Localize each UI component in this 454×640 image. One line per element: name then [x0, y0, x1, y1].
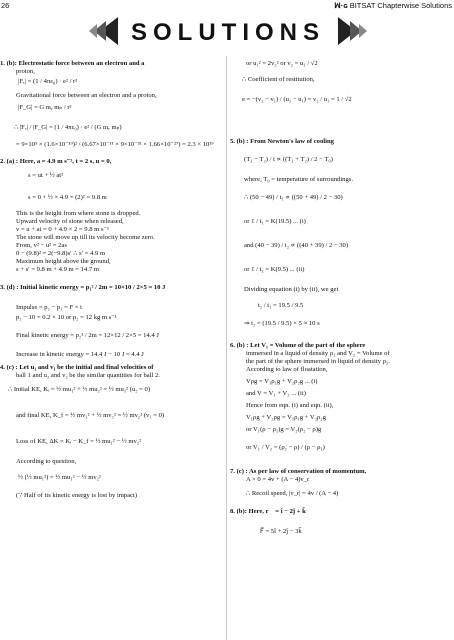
solution-line: Dividing equation (i) by (ii), we get — [244, 286, 339, 293]
solution-line: Hence from eqn. (i) and eqn. (ii), — [246, 402, 334, 409]
solution-line: or u₁² = 2v₂² or v₂ = u₁ / √2 — [246, 60, 318, 67]
solution-line: Impulse = p₂ − p₁ = F × t — [16, 304, 82, 311]
solution-line: ∴ Initial KE, Kᵢ = ½ mu₁² + ½ mu₂² = ½ mu₁² (u₂ = 0) — [8, 386, 151, 393]
left-arrow-3 — [89, 24, 97, 38]
solution-line: F⃗ = 5î + 2ĵ − 3k̂ — [260, 528, 302, 535]
solution-line: t₂ / t₁ = 19.5 / 9.5 — [258, 302, 304, 309]
solution-line: Gravitational force between an electron and a proton, — [16, 92, 157, 99]
solution-line: ⇒ t₂ = (19.5 / 9.5) × 5 ≈ 10 s — [244, 320, 320, 327]
solution-line: According to law of floatation, — [246, 366, 328, 373]
solution-line: 4. (c) : Let u₁ and v₁ be the initial and final velocities of — [0, 364, 154, 371]
solution-line: ball 1 and u₂ and v₂ be the similar quantities for ball 2. — [16, 372, 160, 379]
solution-line: the part of the sphere immersed in liquid of density ρ₂. — [246, 358, 390, 365]
solution-line: or V₁(ρ − ρ₁)g = V₂(ρ₂ − ρ)g — [246, 426, 322, 433]
solution-line: Final kinetic energy = p₂² / 2m = 12×12 / 2×5 = 14.4 J — [16, 332, 159, 339]
solution-line: 7. (c) : As per law of conservation of momentum, — [230, 468, 367, 475]
solution-line: v = u + at = 0 + 4.9 × 2 = 9.8 m s⁻¹ — [16, 226, 109, 233]
solution-line: = 9×10⁹ × (1.6×10⁻¹⁹)² / (6.67×10⁻¹¹ × 9×10⁻³¹ × 1.66×10⁻²⁷) = 2.3 × 10³⁹ — [16, 141, 214, 148]
running-head — [334, 1, 452, 10]
solution-line: 3. (d) : Initial kinetic energy = p₁² / 2m = 10×10 / 2×5 = 10 J — [0, 284, 166, 291]
solution-line: This is the height from where stone is dropped. — [16, 210, 141, 217]
banner-title: SOLUTIONS — [130, 19, 325, 46]
solutions-banner — [88, 13, 368, 49]
solution-line: Upward velocity of stone when released, — [16, 218, 124, 225]
solution-line: |Fₑ| = (1 / 4πε₀) · e² / r² — [18, 78, 78, 85]
solution-line: 2. (a) : Here, a = 4.9 m s⁻², t = 2 s, u = 0, — [0, 158, 112, 165]
solution-line: ∴ |Fₑ| / |F_G| = (1 / 4πε₀) · e² / (G mₑ mₚ) — [14, 124, 122, 131]
solution-line: Increase in kinetic energy = 14.4 J − 10 J = 4.4 J — [16, 351, 144, 358]
solution-line: (∵ Half of its kinetic energy is lost by impact) — [16, 492, 138, 499]
solution-line: and final KE, K_f = ½ mv₁² + ½ mv₂² = ½ mv₂² (v₁ = 0) — [16, 412, 165, 419]
solution-line: ∴ Coefficient of restitution, — [242, 76, 315, 83]
solution-line: s = 0 + ½ × 4.9 × (2)² = 9.8 m — [28, 194, 107, 201]
solution-line: 5. (b) : From Newton's law of cooling — [230, 138, 334, 145]
brand-logo: ꟽ·ɢ — [334, 1, 348, 10]
solution-line: p₂ − 10 = 0.2 × 10 or p₂ = 12 kg m s⁻¹ — [16, 314, 117, 321]
solution-line: Vρg = V₁ρ₁g + V₂ρ₂g ... (i) — [246, 378, 318, 385]
solution-line: s = ut + ½ at² — [28, 172, 64, 179]
solution-line: immersed in a liquid of density ρ₁ and V₂ = Volume of — [246, 350, 390, 357]
solution-line: ∴ Recoil speed, |v_r| = 4v / (A − 4) — [246, 490, 339, 497]
page-number: 26 — [1, 1, 10, 10]
solution-line: or 1 / t₂ = K(9.5) ... (ii) — [244, 266, 305, 273]
solution-line: where, T₀ = temperature of surroundings. — [244, 176, 353, 183]
solution-line: 6. (b) : Let V₁ = Volume of the part of the sphere — [230, 342, 366, 349]
page-header — [0, 0, 454, 10]
solution-line: proton, — [16, 68, 35, 75]
solution-line: The stone will move up till its velocity become zero. — [16, 234, 155, 241]
solution-line: (T₁ − T₂) / t ∝ ((T₁ + T₂) / 2 − T₀) — [244, 156, 333, 163]
right-arrow-3 — [359, 24, 367, 38]
solution-line: and (40 − 39) / t₂ ∝ ((40 + 39) / 2 − 30) — [244, 242, 349, 249]
solution-line: ½ (½ mu₁²) = ½ mu₁² − ½ mv₂² — [18, 474, 101, 481]
solution-line: 8. (b): Here, r⃗ = î − 2ĵ + k̂ — [230, 508, 306, 515]
solution-line: s + s′ = 9.8 m + 4.9 m = 14.7 m — [16, 266, 99, 273]
column-divider — [226, 56, 227, 640]
solution-line: Maximum height above the ground, — [16, 258, 111, 265]
solution-line: According to question, — [16, 458, 77, 465]
solution-line: 1. (b): Electrostatic force between an electron and a — [0, 60, 145, 67]
solution-line: ∴ (50 − 49) / t₁ ∝ ((50 + 49) / 2 − 30) — [244, 194, 343, 201]
solution-line: V₁ρg + V₂ρg = V₁ρ₁g + V₂ρ₂g — [246, 414, 326, 421]
solution-line: From, v² − u² = 2as — [16, 242, 67, 249]
solution-line: A × 0 = 4v + (A − 4)v_r — [246, 476, 310, 483]
solution-line: or V₁ / V₂ = (ρ₂ − ρ) / (ρ − ρ₁) — [246, 444, 325, 451]
solution-line: Loss of KE, ΔK = Kᵢ − K_f = ½ mu₁² − ½ mv₂² — [16, 438, 142, 445]
solution-line: e = −(v₂ − v₁) / (u₂ − u₁) = v₂ / u₁ = 1 / √2 — [242, 96, 352, 103]
solution-line: |F_G| = G mₑ mₚ / r² — [18, 104, 72, 111]
solution-line: or 1 / t₁ = K(19.5) ... (i) — [244, 218, 306, 225]
solution-line: 0 − (9.8)² = 2(−9.8)s′ ∴ s′ = 4.9 m — [16, 250, 106, 257]
running-title: BITSAT Chapterwise Solutions — [349, 1, 452, 10]
solution-line: and V = V₁ + V₂ ... (ii) — [246, 390, 306, 397]
